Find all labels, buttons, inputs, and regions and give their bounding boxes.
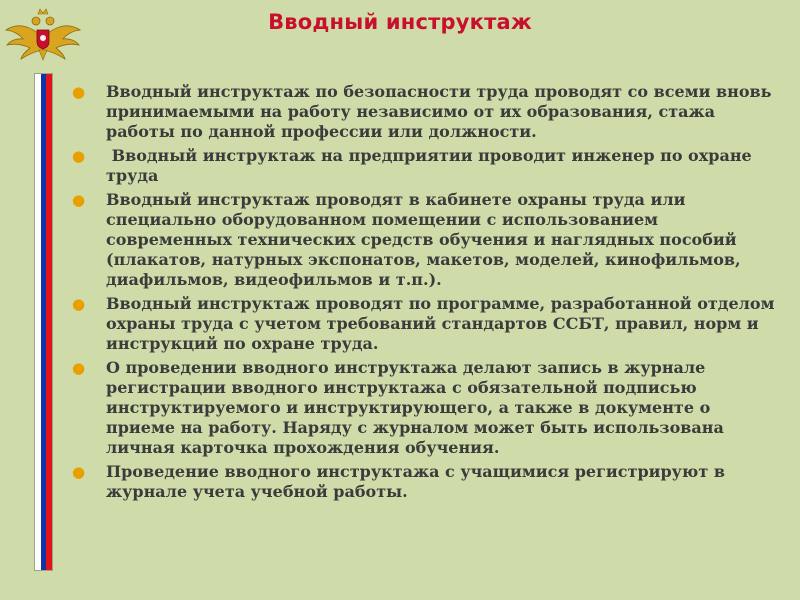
bullet-icon: ● — [72, 295, 86, 313]
list-item — [68, 462, 780, 502]
list-item-text: Вводный инструктаж на предприятии проводит инженер по охране труда — [106, 146, 758, 185]
list-item-text: Вводный инструктаж по безопасности труда проводят со всеми вновь принимаемыми на работу независимо от их образования, стажа работы по данной профессии или должности. — [106, 82, 772, 141]
list-item-text: О проведении вводного инструктажа делают запись в журнале регистрации вводного инструктажа с обязательной подписью инструктируемого и инструктирующего, а также в документе о приеме на работу. Наряду с журналом может быть использована личная карточка прохождения обучения. — [106, 358, 724, 457]
bullet-icon: ● — [72, 463, 86, 481]
bullet-icon: ● — [72, 83, 86, 101]
list-item — [68, 190, 780, 290]
bullet-list — [68, 82, 780, 506]
bullet-icon: ● — [72, 191, 86, 209]
list-item-text: Вводный инструктаж проводят по программе, разработанной отделом охраны труда с учетом требований стандартов ССБТ, правил, норм и инструкций по охране труда. — [106, 294, 775, 353]
list-item-text: Проведение вводного инструктажа с учащимися регистрируют в журнале учета учебной работы. — [106, 462, 725, 501]
bullet-icon: ● — [72, 359, 86, 377]
list-item-text: Вводный инструктаж проводят в кабинете охраны труда или специально оборудованном помещении с использованием современных технических средств обучения и наглядных пособий (плакатов, натурных экспонатов, макетов, моделей, кинофильмов, диафильмов, видеофильмов и т.п.). — [106, 190, 741, 289]
slide-title: Вводный инструктаж — [268, 10, 532, 34]
list-item — [68, 146, 780, 186]
stripe-red — [46, 74, 52, 570]
list-item — [68, 82, 780, 142]
bullet-icon: ● — [72, 147, 86, 165]
tricolor-stripe — [34, 73, 53, 571]
list-item — [68, 358, 780, 458]
list-item — [68, 294, 780, 354]
